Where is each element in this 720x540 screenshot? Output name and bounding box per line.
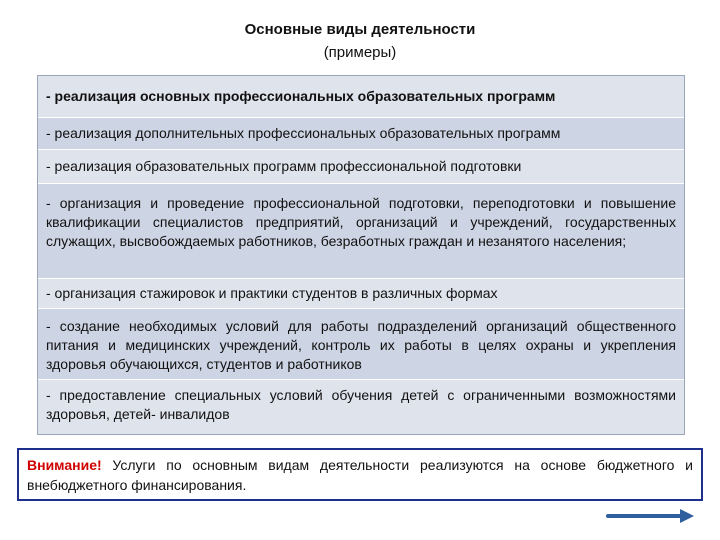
activity-row <box>38 150 684 184</box>
activity-row <box>38 184 684 279</box>
page-title <box>0 18 720 64</box>
activity-text: - организация и проведение профессиональной подготовки, переподготовки и повышение квалификации специалистов предприятий, организаций и учреждений, государственных служащих, высвобождаемых работников, безработных граждан и незанятого населения; <box>46 195 676 249</box>
activity-row <box>38 118 684 150</box>
title-subtitle: (примеры) <box>323 44 397 61</box>
activity-text: - предоставление специальных условий обучения детей с ограниченными возможностями здоровья, детей- инвалидов <box>46 387 676 422</box>
activity-row <box>38 309 684 380</box>
arrow-right-icon <box>606 506 696 526</box>
notice-text: Услуги по основным видам деятельности реализуются на основе бюджетного и внебюджетного финансирования. <box>27 457 693 493</box>
activity-text: - организация стажировок и практики студентов в различных формах <box>46 285 498 301</box>
title-main: Основные виды деятельности <box>244 21 476 38</box>
notice-label: Внимание! <box>27 457 102 473</box>
funding-notice <box>17 448 703 501</box>
activity-text: - реализация основных профессиональных образовательных программ <box>46 88 556 104</box>
activity-row <box>38 279 684 309</box>
activity-row <box>38 380 684 434</box>
next-slide-button[interactable] <box>606 506 696 526</box>
activity-row <box>38 76 684 118</box>
activities-table <box>37 75 685 435</box>
activity-text: - реализация дополнительных профессиональных образовательных программ <box>46 125 561 141</box>
activity-text: - реализация образовательных программ профессиональной подготовки <box>46 158 522 174</box>
activity-text: - создание необходимых условий для работы подразделений организаций общественного питания и медицинских учреждений, контроль их работы в целях охраны и укрепления здоровья обучающихся, студентов и работников <box>46 318 676 372</box>
